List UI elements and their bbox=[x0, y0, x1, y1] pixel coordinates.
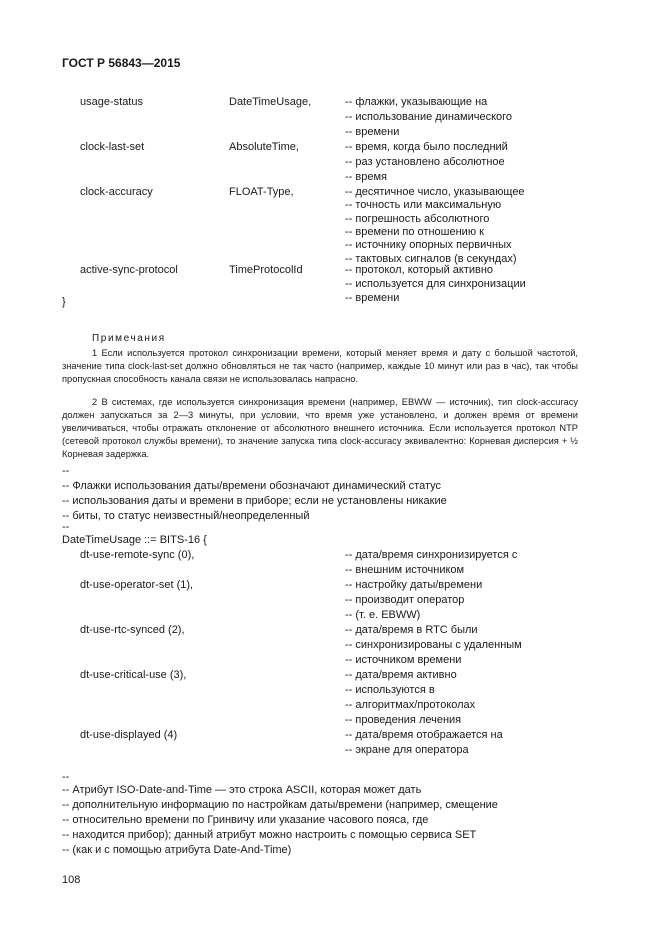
comment-line: -- использования даты и времени в приборе; если не установлены никакие bbox=[62, 495, 447, 507]
notes-title: Примечания bbox=[92, 333, 166, 344]
field-comment: -- тактовых сигналов (в секундах) bbox=[345, 252, 517, 265]
field-comment: -- времени по отношению к bbox=[345, 225, 484, 238]
bit-name: dt-use-displayed (4) bbox=[80, 729, 178, 741]
bit-comment: -- (т. е. EBWW) bbox=[345, 609, 421, 621]
bit-comment: -- дата/время синхронизируется с bbox=[345, 549, 518, 561]
bit-comment: -- источником времени bbox=[345, 654, 462, 666]
bit-name: dt-use-rtc-synced (2), bbox=[80, 624, 185, 636]
bit-comment: -- алгоритмах/протоколах bbox=[345, 699, 476, 711]
bit-comment: -- экране для оператора bbox=[345, 744, 469, 756]
bit-comment: -- дата/время отображается на bbox=[345, 729, 503, 741]
comment-line: -- bbox=[62, 771, 70, 783]
comment-line: -- bbox=[62, 521, 70, 533]
bit-comment: -- синхронизированы с удаленным bbox=[345, 639, 522, 651]
field-comment: -- десятичное число, указывающее bbox=[345, 186, 525, 198]
field-comment: -- погрешность абсолютного bbox=[345, 212, 490, 225]
comment-line: -- bbox=[62, 465, 70, 477]
field-comment: -- протокол, который активно bbox=[345, 264, 494, 276]
bit-comment: -- используются в bbox=[345, 684, 435, 696]
bit-comment: -- дата/время активно bbox=[345, 669, 457, 681]
bits-header: DateTimeUsage ::= BITS-16 { bbox=[62, 534, 207, 546]
bit-name: dt-use-remote-sync (0), bbox=[80, 549, 195, 561]
comment-line: -- (как и с помощью атрибута Date-And-Time) bbox=[62, 844, 292, 856]
field-name: clock-last-set bbox=[80, 141, 145, 153]
field-comment: -- флажки, указывающие на bbox=[345, 96, 488, 108]
note-2: 2 В системах, где используется синхронизация времени (например, EBWW — источник), тип clock-accuracy должен запускаться за 2—3 минуты, при условии, что время уже установлено, и должен время от времени увеличиваться, чтобы отражать отклонение от абсолютного внешнего источника. Если используется протокол NTP (сетевой протокол службы времени), то значение запуска типа clock-accuracy эквивалентно: Корневая дисперсия + ½ Корневая задержка. bbox=[62, 397, 578, 459]
field-comment: -- времени bbox=[345, 126, 400, 138]
field-name: usage-status bbox=[80, 96, 143, 108]
field-type: FLOAT-Type, bbox=[229, 186, 294, 198]
comment-line: -- биты, то статус неизвестный/неопределенный bbox=[62, 510, 310, 522]
comment-line: -- относительно времени по Гринвичу или указание часового пояса, где bbox=[62, 814, 429, 826]
comment-line: -- находится прибор); данный атрибут можно настроить с помощью сервиса SET bbox=[62, 829, 477, 841]
comment-line: -- Атрибут ISO-Date-and-Time — это строка ASCII, которая может дать bbox=[62, 784, 422, 796]
bit-comment: -- производит оператор bbox=[345, 594, 465, 606]
bit-comment: -- внешним источником bbox=[345, 564, 465, 576]
field-comment: -- времени bbox=[345, 292, 400, 304]
bit-comment: -- настройку даты/времени bbox=[345, 579, 483, 591]
page-number: 108 bbox=[62, 874, 81, 886]
field-comment: -- точность или максимальную bbox=[345, 199, 502, 212]
document-header: ГОСТ Р 56843—2015 bbox=[62, 56, 181, 70]
closing-brace: } bbox=[62, 296, 66, 308]
field-type: DateTimeUsage, bbox=[229, 96, 312, 108]
bit-name: dt-use-operator-set (1), bbox=[80, 579, 194, 591]
field-comment: -- время bbox=[345, 171, 387, 183]
field-comment: -- источнику опорных первичных bbox=[345, 239, 512, 252]
field-comment: -- используется для синхронизации bbox=[345, 278, 526, 290]
field-comment: -- использование динамического bbox=[345, 111, 513, 123]
field-comment: -- раз установлено абсолютное bbox=[345, 156, 505, 168]
field-name: clock-accuracy bbox=[80, 186, 153, 198]
comment-line: -- Флажки использования даты/времени обозначают динамический статус bbox=[62, 480, 442, 492]
field-comment: -- время, когда было последний bbox=[345, 141, 508, 153]
note-1: 1 Если используется протокол синхронизации времени, который меняет время и дату с большой частотой, значение типа clock-last-set должно обновляться не так часто (например, каждые 10 минут или раз в час), так чтобы пропускная способность канала связи не использовалась напрасно. bbox=[62, 348, 578, 384]
field-type: AbsoluteTime, bbox=[229, 141, 299, 153]
bit-comment: -- дата/время в RTC были bbox=[345, 624, 478, 636]
bit-comment: -- проведения лечения bbox=[345, 714, 462, 726]
field-type: TimeProtocolId bbox=[229, 264, 303, 276]
field-name: active-sync-protocol bbox=[80, 264, 178, 276]
bit-name: dt-use-critical-use (3), bbox=[80, 669, 187, 681]
comment-line: -- дополнительную информацию по настройкам даты/времени (например, смещение bbox=[62, 799, 498, 811]
